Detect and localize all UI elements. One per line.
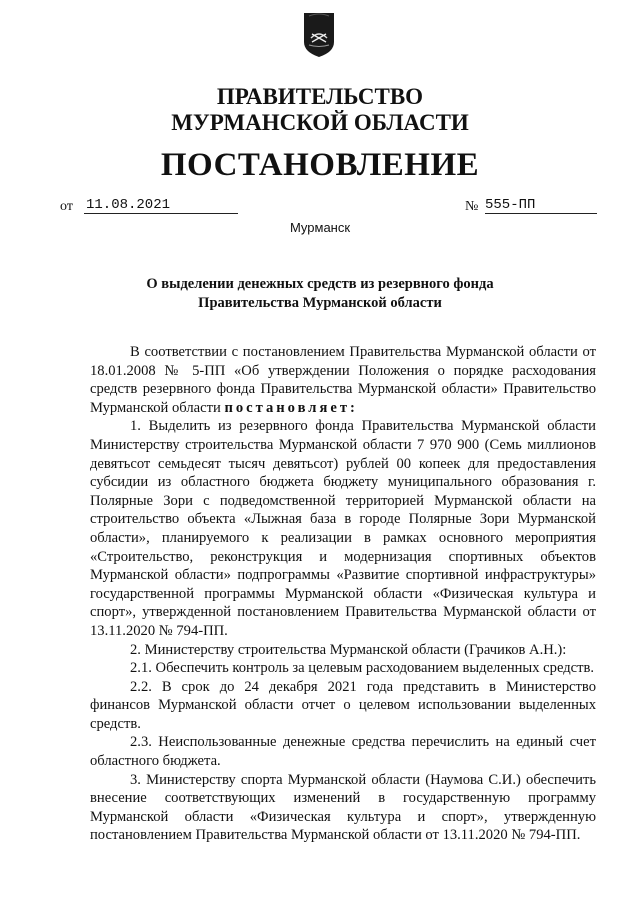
title-line-2: Правительства Мурманской области <box>198 295 442 311</box>
city: Мурманск <box>289 220 351 235</box>
paragraph-2: 2. Министерству строительства Мурманской области (Грачиков А.Н.): <box>130 641 567 658</box>
document-type: ПОСТАНОВЛЕНИЕ <box>160 147 480 183</box>
paragraph-1: 1. Выделить из резервного фонда Правительства Мурманской области Министерству строительства Мурманской области 7 970 900 (Семь миллионов девятьсот семьдесят тысяч девятьсот) рублей 00 копеек для предоставления субсидии из областного бюджета бюджету муниципального образования г. Полярные Зори с подведомственной территорией Мурманской области на строительство объекта «Лыжная база в городе Полярные Зори Мурманской области», планируемого к реализации в рамках основного мероприятия «Строительство, реконструкция и модернизация спортивных объектов Мурманской области» подпрограммы «Развитие спортивной инфраструктуры» государственной программы Мурманской области «Физическая культура и спорт», утвержденной постановлением Правительства Мурманской области от 13.11.2020 № 794-ПП. <box>90 418 596 639</box>
document-number: 555-ПП <box>485 197 597 214</box>
paragraph-2-1: 2.1. Обеспечить контроль за целевым расходованием выделенных средств. <box>130 660 595 677</box>
gov-line-1: ПРАВИТЕЛЬСТВО <box>216 84 424 109</box>
document-date: 11.08.2021 <box>84 197 238 214</box>
paragraph-3: 3. Министерству спорта Мурманской области (Наумова С.И.) обеспечить внесение соответствующих изменений в государственную программу Мурманской области «Физическая культура и спорт», утвержденную постановлением Правительства Мурманской области от 13.11.2020 № 794-ПП. <box>90 771 596 844</box>
intro-text: В соответствии с постановлением Правительства Мурманской области от 18.01.2008 № 5-ПП «Об утверждении Положения о порядке расходования средств резервного фонда Правительства Мурманской области» Правительство Мурманской области <box>90 344 596 416</box>
government-heading <box>0 84 640 136</box>
coat-of-arms-icon <box>303 12 335 58</box>
paragraph-2-3: 2.3. Неиспользованные денежные средства перечислить на единый счет областного бюджета. <box>90 734 596 770</box>
decrees-word: постановляет: <box>224 399 358 416</box>
from-label: от <box>60 199 73 214</box>
intro-paragraph <box>90 343 596 417</box>
gov-line-2: МУРМАНСКОЙ ОБЛАСТИ <box>171 110 469 135</box>
paragraph-2-2: 2.2. В срок до 24 декабря 2021 года представить в Министерство финансов Мурманской области отчет о целевом использовании выделенных средств. <box>90 678 596 732</box>
number-sign: № <box>465 199 479 214</box>
title-line-1: О выделении денежных средств из резервного фонда <box>146 276 494 292</box>
document-title <box>0 275 640 313</box>
document-body <box>90 343 596 845</box>
